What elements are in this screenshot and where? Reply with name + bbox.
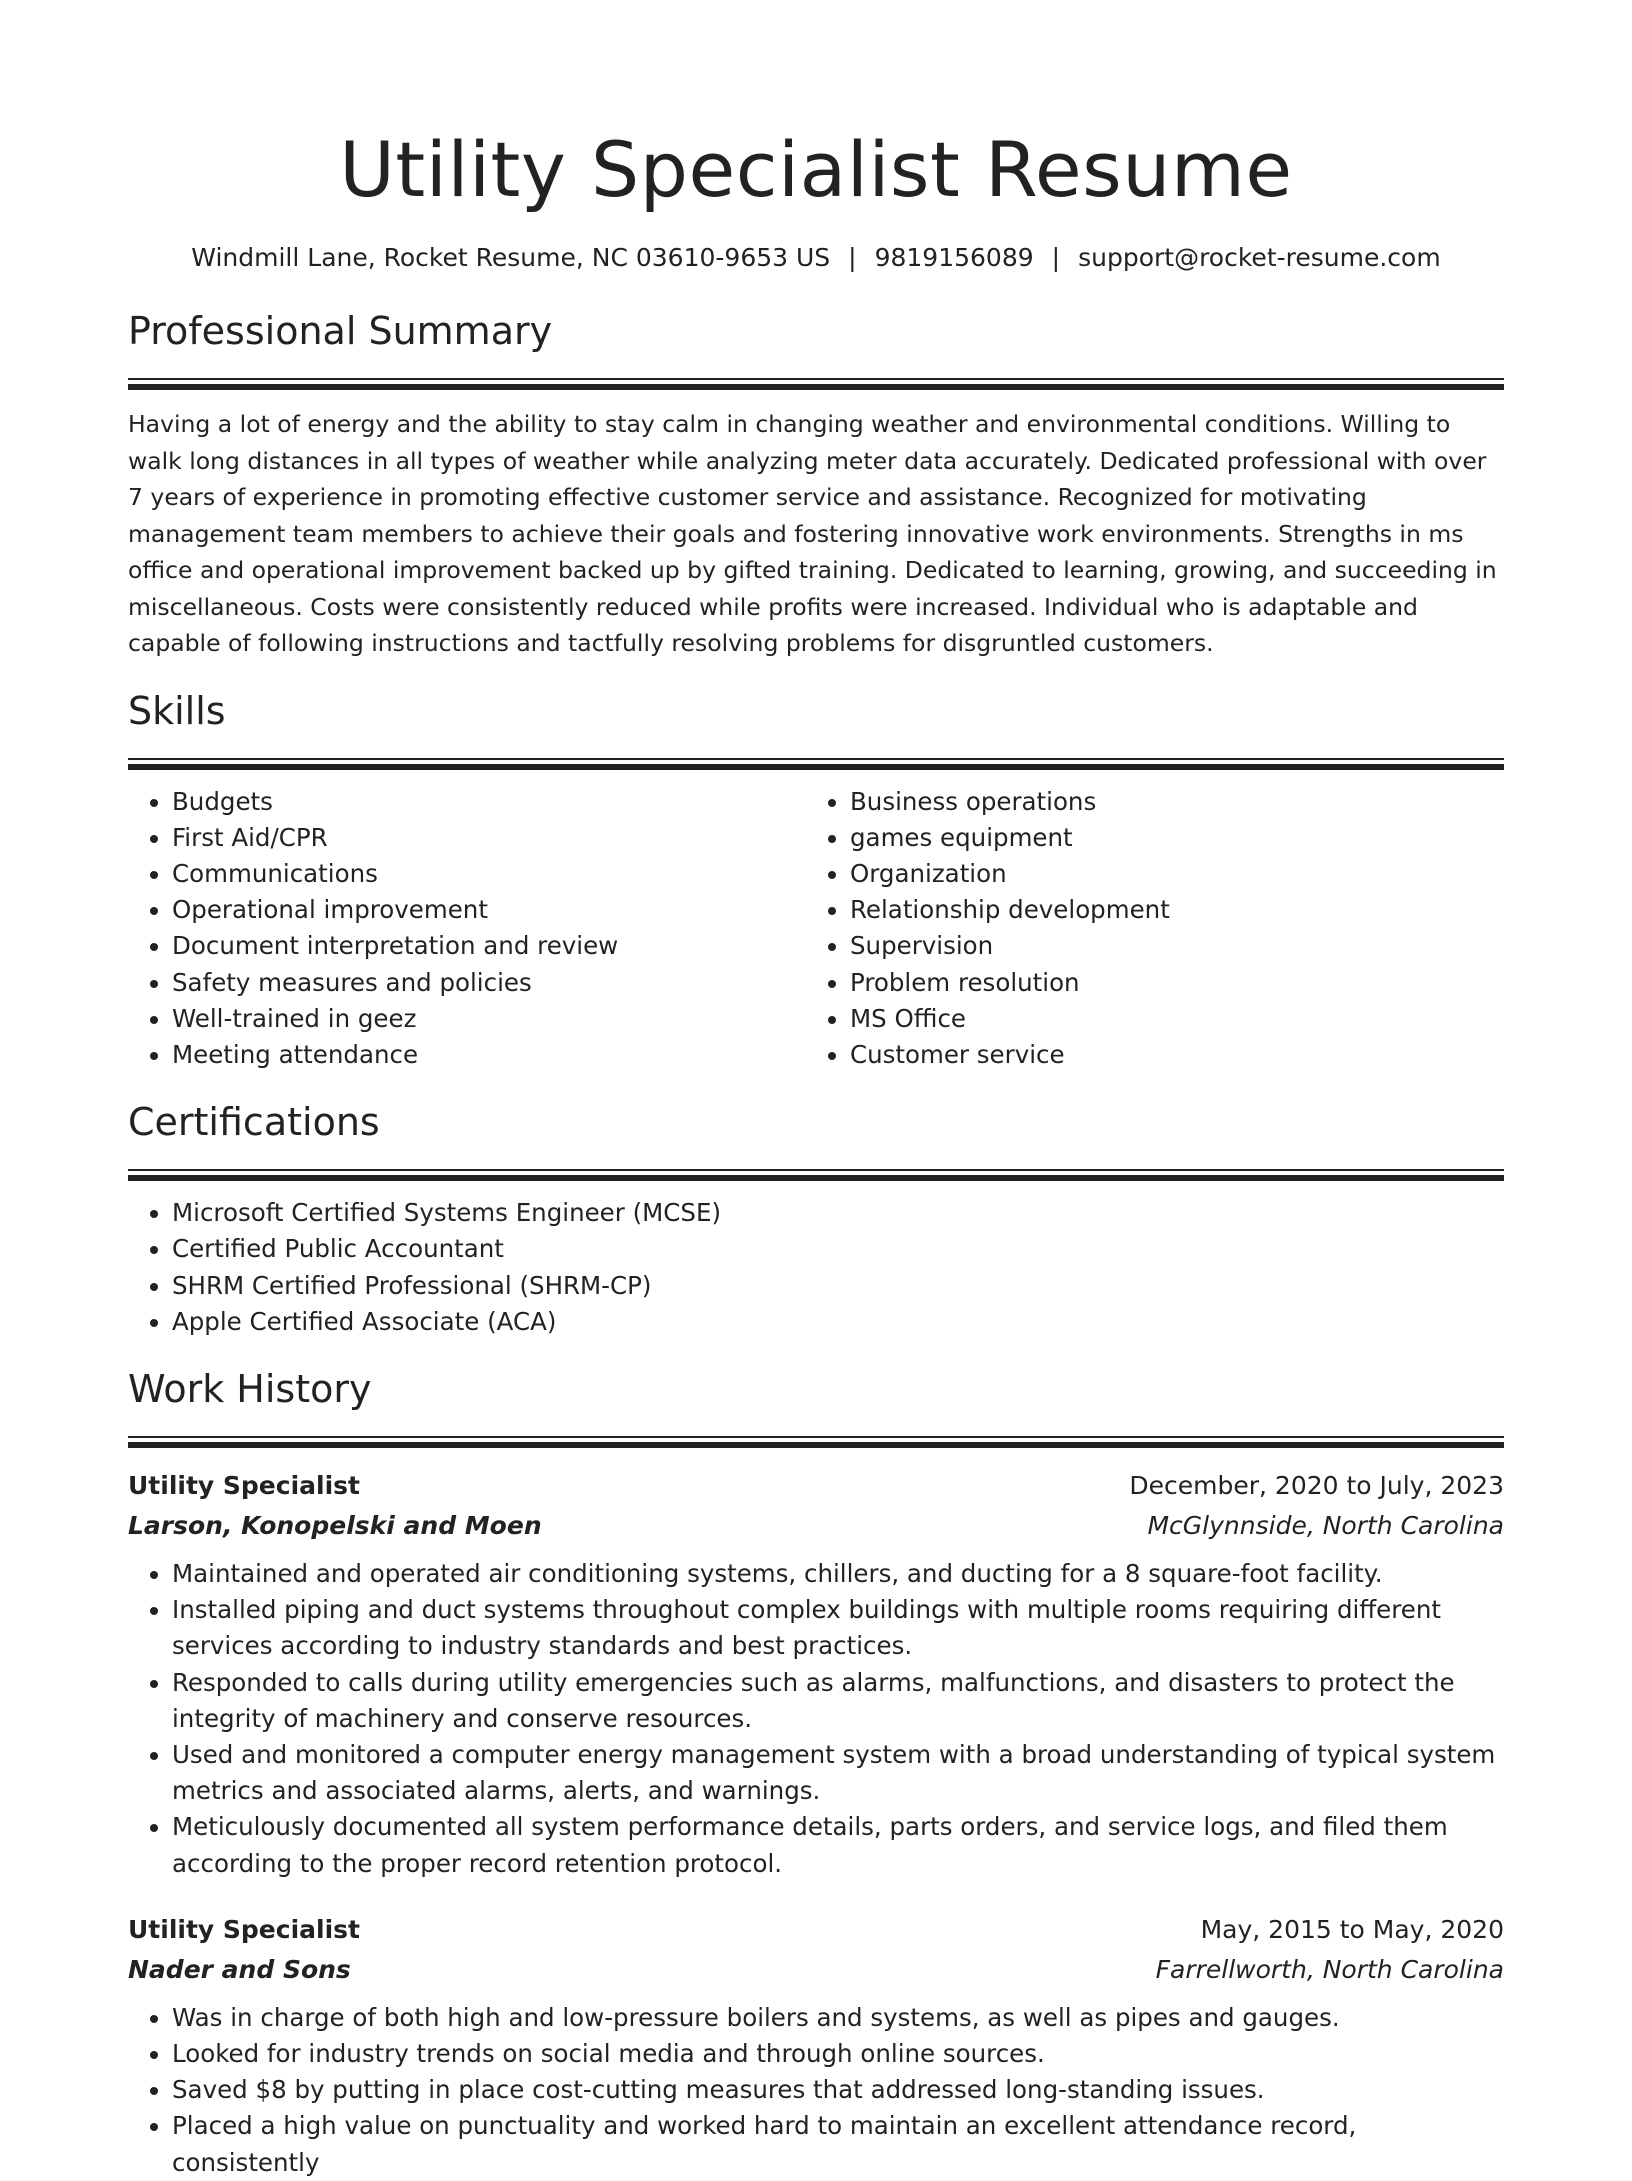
certification-item: • Microsoft Certified Systems Engineer (MCSE): [172, 1195, 1504, 1231]
job-header-row: [128, 1910, 1504, 1950]
section-divider: [128, 1436, 1504, 1448]
job-dates: December, 2020 to July, 2023: [1129, 1470, 1504, 1500]
section-heading-work-history: Work History: [128, 1366, 372, 1411]
skills-section: [128, 686, 1504, 1074]
skill-item: • Problem resolution: [850, 965, 1484, 1001]
contact-separator: |: [1051, 243, 1061, 272]
work-history-section: [128, 1364, 1504, 2181]
skill-item: • Meeting attendance: [172, 1037, 806, 1073]
skill-item: • games equipment: [850, 820, 1484, 856]
skill-item: • Communications: [172, 856, 806, 892]
job-bullet: • Placed a high value on punctuality and worked hard to maintain an excellent attendance record, consistently: [172, 2108, 1504, 2180]
job-bullet: • Saved $8 by putting in place cost-cutting measures that addressed long-standing issues.: [172, 2072, 1504, 2108]
job-subheader-row: [128, 1506, 1504, 1546]
certification-item: • SHRM Certified Professional (SHRM-CP): [172, 1268, 1504, 1304]
certifications-section: [128, 1097, 1504, 1340]
summary-section: [128, 306, 1504, 662]
skill-item: • Operational improvement: [172, 892, 806, 928]
job-company: Nader and Sons: [128, 1954, 351, 1984]
job-title: Utility Specialist: [128, 1470, 360, 1500]
job-bullets: [128, 2000, 1504, 2181]
skill-item: • Business operations: [850, 784, 1484, 820]
certifications-list: [128, 1195, 1504, 1340]
job-bullet: • Used and monitored a computer energy management system with a broad understanding of typical system metrics and associated alarms, alerts, and warnings.: [172, 1737, 1504, 1809]
skill-item: • Well-trained in geez: [172, 1001, 806, 1037]
skills-list-left: [128, 784, 806, 1074]
skill-item: • Organization: [850, 856, 1484, 892]
section-divider: [128, 1169, 1504, 1181]
job-dates: May, 2015 to May, 2020: [1200, 1914, 1504, 1944]
skill-item: • Budgets: [172, 784, 806, 820]
skill-item: • Document interpretation and review: [172, 928, 806, 964]
resume-title: Utility Specialist Resume: [339, 125, 1293, 214]
section-heading-summary: Professional Summary: [128, 309, 553, 353]
job-location: Farrellworth, North Carolina: [1155, 1954, 1504, 1984]
job-bullet: • Responded to calls during utility emergencies such as alarms, malfunctions, and disasters to protect the integrity of machinery and conserve resources.: [172, 1665, 1504, 1737]
skills-grid: [128, 770, 1504, 1074]
skill-item: • Safety measures and policies: [172, 965, 806, 1001]
skill-item: • MS Office: [850, 1001, 1484, 1037]
skill-item: • Customer service: [850, 1037, 1484, 1073]
skill-item: • Supervision: [850, 928, 1484, 964]
certification-item: • Certified Public Accountant: [172, 1231, 1504, 1267]
skills-list-right: [806, 784, 1484, 1074]
job-subheader-row: [128, 1950, 1504, 1990]
contact-separator: |: [848, 243, 857, 272]
contact-line: [128, 240, 1504, 276]
job-entry: [128, 1466, 1504, 1882]
job-bullet: • Was in charge of both high and low-pressure boilers and systems, as well as pipes and gauges.: [172, 2000, 1504, 2036]
job-location: McGlynnside, North Carolina: [1147, 1510, 1504, 1540]
contact-address: Windmill Lane, Rocket Resume, NC 03610-9653 US: [191, 243, 831, 272]
section-heading-skills: Skills: [128, 688, 226, 733]
job-header-row: [128, 1466, 1504, 1506]
skill-item: • First Aid/CPR: [172, 820, 806, 856]
section-heading-certifications: Certifications: [128, 1100, 380, 1145]
job-title: Utility Specialist: [128, 1914, 360, 1944]
job-bullets: [128, 1556, 1504, 1882]
job-bullet: • Looked for industry trends on social media and through online sources.: [172, 2036, 1504, 2072]
job-company: Larson, Konopelski and Moen: [128, 1510, 542, 1540]
contact-email[interactable]: support@rocket-resume.com: [1078, 243, 1441, 272]
contact-phone: 9819156089: [874, 243, 1034, 272]
job-bullet: • Maintained and operated air conditioning systems, chillers, and ducting for a 8 square-foot facility.: [172, 1556, 1504, 1592]
job-bullet: • Installed piping and duct systems throughout complex buildings with multiple rooms requiring different services according to industry standards and best practices.: [172, 1592, 1504, 1664]
job-bullet: • Meticulously documented all system performance details, parts orders, and service logs, and filed them according to the proper record retention protocol.: [172, 1809, 1504, 1881]
job-entry: [128, 1910, 1504, 2181]
section-divider: [128, 378, 1504, 390]
certification-item: • Apple Certified Associate (ACA): [172, 1304, 1504, 1340]
summary-text: Having a lot of energy and the ability to stay calm in changing weather and environmental conditions. Willing to walk long distances in all types of weather while analyzing meter data accurately. Dedicated professional with over 7 years of experience in promoting effective customer service and assistance. Recognized for motivating management team members to achieve their goals and fostering innovative work environments. Strengths in ms office and operational improvement backed up by gifted training. Dedicated to learning, growing, and succeeding in miscellaneous. Costs were consistently reduced while profits were increased. Individual who is adaptable and capable of following instructions and tactfully resolving problems for disgruntled customers.: [128, 410, 1497, 657]
section-divider: [128, 758, 1504, 770]
skill-item: • Relationship development: [850, 892, 1484, 928]
